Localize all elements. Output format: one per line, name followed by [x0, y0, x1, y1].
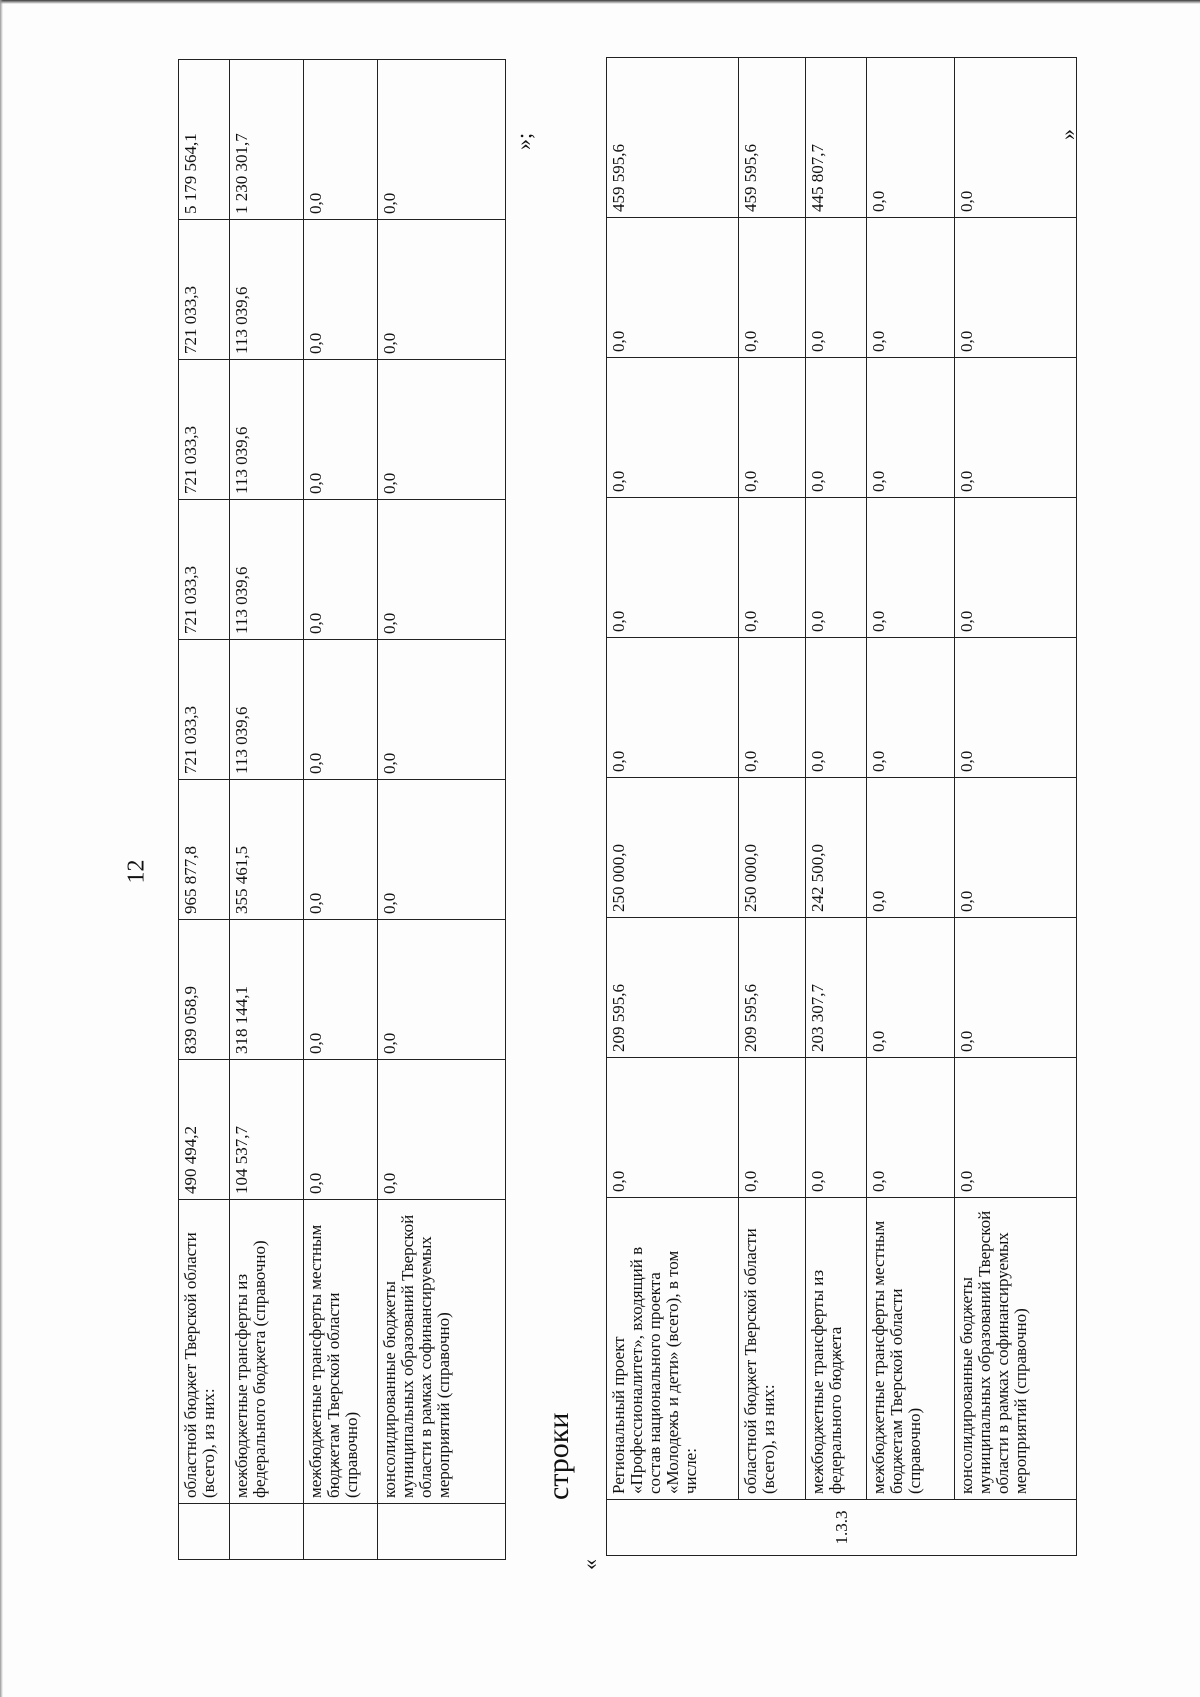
- value-cell: 0,0: [304, 780, 378, 920]
- value-cell: 0,0: [955, 218, 1077, 358]
- value-cell: 203 307,7: [806, 918, 867, 1058]
- table-1: [178, 120, 505, 1560]
- value-cell: 0,0: [955, 638, 1077, 778]
- value-cell: 0,0: [955, 58, 1077, 218]
- value-cell: 0,0: [806, 498, 867, 638]
- value-cell: 0,0: [607, 358, 739, 498]
- value-cell: 459 595,6: [607, 58, 739, 218]
- scan-edge-left: [0, 0, 3, 1697]
- value-cell: 0,0: [304, 500, 378, 640]
- value-cell: 104 537,7: [230, 1060, 304, 1200]
- value-cell: 0,0: [739, 1058, 806, 1198]
- closing-quote-mark-2: »: [1055, 129, 1080, 140]
- row-label: межбюджетные трансферты местным бюджетам Тверской области (справочно): [304, 1200, 378, 1504]
- value-cell: 0,0: [955, 918, 1077, 1058]
- value-cell: 355 461,5: [230, 780, 304, 920]
- table-row: [955, 58, 1077, 1556]
- row-code-cell: 1.3.3: [607, 1500, 1077, 1556]
- row-label: консолидированные бюджеты муниципальных образований Тверской области в рамках софинансируемых мероприятий (справочно): [378, 1200, 506, 1504]
- heading-stroki: строки: [542, 1412, 575, 1500]
- table-row: [378, 60, 506, 1560]
- closing-quote-mark: »;: [511, 132, 536, 150]
- table-row: [304, 60, 378, 1560]
- row-label: Региональный проект «Профессионалитет», входящий в состав национального проекта «Молодежь и дети» (всего), в том числе:: [607, 1198, 739, 1500]
- value-cell: 721 033,3: [179, 500, 230, 640]
- value-cell: 209 595,6: [607, 918, 739, 1058]
- table-2: [606, 118, 1076, 1556]
- value-cell: 0,0: [304, 920, 378, 1060]
- value-cell: 0,0: [607, 218, 739, 358]
- value-cell: 965 877,8: [179, 780, 230, 920]
- value-cell: 0,0: [806, 218, 867, 358]
- budget-table-2: [606, 57, 1077, 1556]
- value-cell: 0,0: [739, 498, 806, 638]
- value-cell: 0,0: [304, 360, 378, 500]
- value-cell: 113 039,6: [230, 500, 304, 640]
- value-cell: 113 039,6: [230, 220, 304, 360]
- value-cell: 0,0: [867, 498, 955, 638]
- value-cell: 0,0: [955, 778, 1077, 918]
- value-cell: 0,0: [806, 358, 867, 498]
- value-cell: 0,0: [867, 778, 955, 918]
- value-cell: 0,0: [378, 220, 506, 360]
- table-row: [739, 58, 806, 1556]
- value-cell: 0,0: [739, 358, 806, 498]
- value-cell: 0,0: [739, 638, 806, 778]
- value-cell: 113 039,6: [230, 640, 304, 780]
- value-cell: 0,0: [867, 58, 955, 218]
- value-cell: 242 500,0: [806, 778, 867, 918]
- value-cell: 0,0: [806, 638, 867, 778]
- value-cell: 0,0: [378, 1060, 506, 1200]
- value-cell: 839 058,9: [179, 920, 230, 1060]
- value-cell: 209 595,6: [739, 918, 806, 1058]
- value-cell: 0,0: [867, 638, 955, 778]
- value-cell: 1 230 301,7: [230, 60, 304, 220]
- value-cell: 0,0: [378, 500, 506, 640]
- table-row: [179, 60, 230, 1560]
- value-cell: 113 039,6: [230, 360, 304, 500]
- page-number: 12: [123, 859, 150, 884]
- row-code-cell: [230, 1504, 304, 1560]
- table-row: [867, 58, 955, 1556]
- row-label: консолидированные бюджеты муниципальных образований Тверской области в рамках софинансируемых мероприятий (справочно): [955, 1198, 1077, 1500]
- value-cell: 0,0: [378, 360, 506, 500]
- value-cell: 0,0: [607, 638, 739, 778]
- value-cell: 490 494,2: [179, 1060, 230, 1200]
- value-cell: 459 595,6: [739, 58, 806, 218]
- row-label: межбюджетные трансферты местным бюджетам Тверской области (справочно): [867, 1198, 955, 1500]
- value-cell: 0,0: [955, 498, 1077, 638]
- value-cell: 318 144,1: [230, 920, 304, 1060]
- value-cell: 721 033,3: [179, 360, 230, 500]
- value-cell: 5 179 564,1: [179, 60, 230, 220]
- value-cell: 250 000,0: [607, 778, 739, 918]
- table-row: [230, 60, 304, 1560]
- value-cell: 0,0: [378, 920, 506, 1060]
- value-cell: 721 033,3: [179, 220, 230, 360]
- budget-table-1: [178, 59, 506, 1560]
- value-cell: 0,0: [607, 1058, 739, 1198]
- row-code-cell: [179, 1504, 230, 1560]
- value-cell: 0,0: [867, 1058, 955, 1198]
- value-cell: 0,0: [304, 1060, 378, 1200]
- value-cell: 0,0: [867, 358, 955, 498]
- value-cell: 0,0: [867, 218, 955, 358]
- table-row: [806, 58, 867, 1556]
- value-cell: 0,0: [378, 780, 506, 920]
- value-cell: 0,0: [955, 1058, 1077, 1198]
- row-label: межбюджетные трансферты из федерального бюджета: [806, 1198, 867, 1500]
- value-cell: 0,0: [304, 220, 378, 360]
- value-cell: 0,0: [378, 60, 506, 220]
- opening-quote-mark: «: [577, 1559, 602, 1570]
- value-cell: 0,0: [739, 218, 806, 358]
- table-row: [607, 58, 739, 1556]
- value-cell: 0,0: [378, 640, 506, 780]
- value-cell: 0,0: [806, 1058, 867, 1198]
- value-cell: 0,0: [607, 498, 739, 638]
- value-cell: 0,0: [304, 60, 378, 220]
- value-cell: 721 033,3: [179, 640, 230, 780]
- value-cell: 250 000,0: [739, 778, 806, 918]
- scan-edge-top: [0, 0, 1200, 4]
- row-label: областной бюджет Тверской области (всего), из них:: [179, 1200, 230, 1504]
- row-label: межбюджетные трансферты из федерального бюджета (справочно): [230, 1200, 304, 1504]
- value-cell: 0,0: [955, 358, 1077, 498]
- row-code-cell: [378, 1504, 506, 1560]
- row-code-cell: [304, 1504, 378, 1560]
- value-cell: 0,0: [304, 640, 378, 780]
- value-cell: 445 807,7: [806, 58, 867, 218]
- row-label: областной бюджет Тверской области (всего), из них:: [739, 1198, 806, 1500]
- value-cell: 0,0: [867, 918, 955, 1058]
